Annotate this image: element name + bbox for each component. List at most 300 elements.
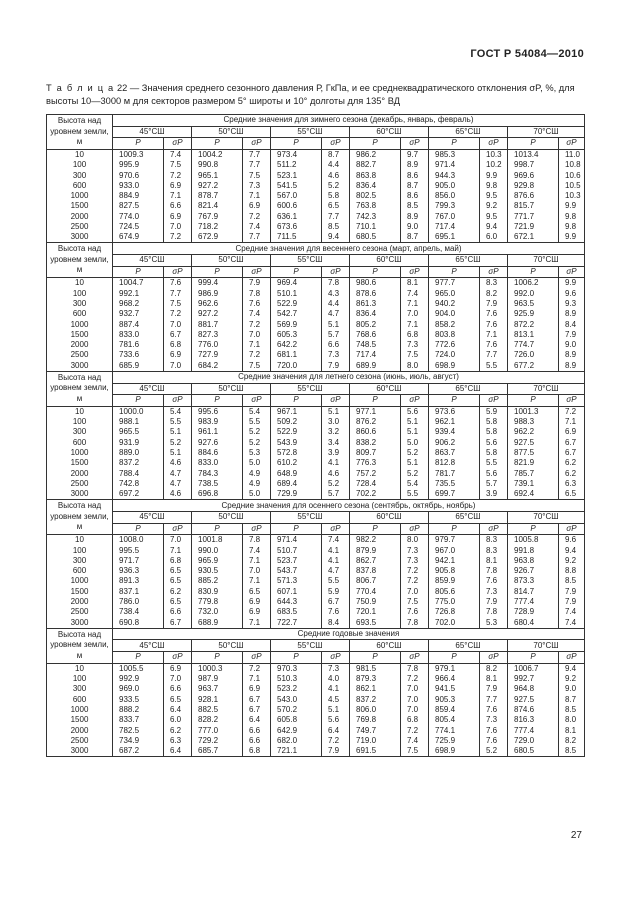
sigma-cell: 6.2	[559, 458, 585, 468]
pressure-cell: 786.0	[113, 597, 164, 607]
sigma-cell: 6.6	[164, 607, 192, 617]
altitude-cell: 100	[47, 417, 113, 427]
altitude-cell: 100	[47, 674, 113, 684]
pressure-cell: 509.2	[271, 417, 322, 427]
sigma-cell: 7.2	[401, 674, 429, 684]
pressure-cell: 779.8	[192, 597, 243, 607]
sigma-subheader: σP	[480, 138, 508, 150]
pressure-cell: 891.3	[113, 576, 164, 586]
pressure-cell: 672.1	[508, 232, 559, 243]
latitude-header: 65°СШ	[429, 511, 508, 523]
pressure-cell: 1008.0	[113, 535, 164, 546]
sigma-subheader: σP	[559, 266, 585, 278]
sigma-cell: 9.4	[322, 232, 350, 243]
subheader-row	[47, 138, 585, 150]
pressure-subheader: P	[429, 138, 480, 150]
altitude-cell: 300	[47, 299, 113, 309]
sigma-cell: 7.3	[243, 181, 271, 191]
sigma-cell: 5.8	[480, 448, 508, 458]
sigma-cell: 5.2	[401, 468, 429, 478]
sigma-cell: 7.2	[401, 566, 429, 576]
pressure-cell: 963.7	[192, 684, 243, 694]
sigma-cell: 7.6	[480, 736, 508, 746]
sigma-cell: 8.7	[559, 694, 585, 704]
sigma-cell: 3.4	[322, 438, 350, 448]
pressure-cell: 742.3	[350, 212, 401, 222]
sigma-cell: 8.9	[559, 309, 585, 319]
altitude-cell: 2500	[47, 736, 113, 746]
latitude-header: 65°СШ	[429, 640, 508, 652]
pressure-cell: 605.3	[271, 330, 322, 340]
altitude-cell: 300	[47, 170, 113, 180]
pressure-cell: 837.8	[350, 566, 401, 576]
pressure-cell: 965.1	[192, 170, 243, 180]
table-row	[47, 468, 585, 478]
pressure-cell: 1013.4	[508, 149, 559, 160]
sigma-cell: 7.8	[480, 566, 508, 576]
sigma-cell: 7.5	[164, 160, 192, 170]
sigma-cell: 9.4	[559, 545, 585, 555]
sigma-cell: 11.0	[559, 149, 585, 160]
pressure-cell: 927.5	[508, 438, 559, 448]
section-title: Средние годовые значения	[113, 628, 585, 640]
sigma-cell: 7.7	[164, 289, 192, 299]
sigma-cell: 4.4	[322, 160, 350, 170]
pressure-cell: 999.4	[192, 278, 243, 289]
sigma-subheader: σP	[480, 523, 508, 535]
sigma-cell: 7.5	[401, 597, 429, 607]
pressure-cell: 695.1	[429, 232, 480, 243]
sigma-cell: 8.0	[401, 361, 429, 372]
pressure-subheader: P	[192, 395, 243, 407]
pressure-cell: 862.1	[350, 684, 401, 694]
pressure-cell: 944.3	[429, 170, 480, 180]
pressure-cell: 964.8	[508, 684, 559, 694]
table-row	[47, 618, 585, 629]
pressure-cell: 833.7	[113, 715, 164, 725]
pressure-cell: 688.9	[192, 618, 243, 629]
pressure-cell: 931.9	[113, 438, 164, 448]
sigma-cell: 6.9	[164, 663, 192, 674]
pressure-cell: 718.2	[192, 222, 243, 232]
pressure-cell: 735.5	[429, 479, 480, 489]
sigma-cell: 9.6	[559, 289, 585, 299]
pressure-cell: 680.4	[508, 618, 559, 629]
sigma-cell: 5.1	[164, 448, 192, 458]
pressure-cell: 806.0	[350, 705, 401, 715]
pressure-cell: 717.4	[350, 350, 401, 360]
pressure-cell: 995.6	[192, 406, 243, 417]
pressure-cell: 876.6	[508, 191, 559, 201]
sigma-cell: 7.3	[480, 715, 508, 725]
pressure-cell: 981.5	[350, 663, 401, 674]
altitude-cell: 1000	[47, 576, 113, 586]
sigma-cell: 7.5	[401, 746, 429, 757]
sigma-cell: 6.9	[243, 684, 271, 694]
pressure-subheader: P	[271, 266, 322, 278]
sigma-cell: 3.9	[322, 448, 350, 458]
subheader-row	[47, 266, 585, 278]
table-row	[47, 576, 585, 586]
sigma-subheader: σP	[322, 523, 350, 535]
pressure-cell: 979.1	[429, 663, 480, 674]
pressure-cell: 983.9	[192, 417, 243, 427]
sigma-cell: 9.8	[480, 181, 508, 191]
sigma-cell: 8.7	[322, 149, 350, 160]
sigma-cell: 7.3	[480, 587, 508, 597]
sigma-subheader: σP	[401, 395, 429, 407]
sigma-cell: 8.1	[559, 725, 585, 735]
pressure-cell: 522.9	[271, 299, 322, 309]
altitude-cell: 2500	[47, 479, 113, 489]
pressure-cell: 722.7	[271, 618, 322, 629]
pressure-cell: 881.7	[192, 319, 243, 329]
sigma-cell: 6.6	[243, 725, 271, 735]
latitude-header: 55°СШ	[271, 255, 350, 267]
sigma-cell: 9.4	[559, 663, 585, 674]
section-title: Средние значения для осеннего сезона (сентябрь, октябрь, ноябрь)	[113, 500, 585, 512]
sigma-cell: 6.9	[164, 181, 192, 191]
pressure-cell: 702.0	[429, 618, 480, 629]
sigma-cell: 7.0	[401, 705, 429, 715]
pressure-cell: 734.9	[113, 736, 164, 746]
table-row	[47, 149, 585, 160]
altitude-cell: 2000	[47, 340, 113, 350]
pressure-cell: 927.6	[192, 438, 243, 448]
pressure-cell: 821.9	[508, 458, 559, 468]
pressure-subheader: P	[192, 523, 243, 535]
table-row	[47, 350, 585, 360]
sigma-cell: 5.5	[480, 458, 508, 468]
pressure-cell: 991.8	[508, 545, 559, 555]
pressure-cell: 729.9	[271, 489, 322, 500]
sigma-cell: 6.6	[322, 340, 350, 350]
pressure-cell: 971.4	[429, 160, 480, 170]
altitude-cell: 2000	[47, 725, 113, 735]
sigma-subheader: σP	[480, 395, 508, 407]
pressure-cell: 1005.8	[508, 535, 559, 546]
pressure-cell: 837.2	[113, 458, 164, 468]
altitude-header: Высота над уровнем земли, м	[47, 371, 113, 406]
pressure-cell: 1005.5	[113, 663, 164, 674]
pressure-cell: 691.5	[350, 746, 401, 757]
sigma-cell: 9.0	[559, 340, 585, 350]
pressure-cell: 815.7	[508, 201, 559, 211]
table-row	[47, 545, 585, 555]
sigma-cell: 7.6	[401, 607, 429, 617]
pressure-cell: 990.0	[192, 545, 243, 555]
table-caption	[46, 82, 591, 108]
sigma-cell: 9.7	[401, 149, 429, 160]
sigma-cell: 8.3	[480, 545, 508, 555]
sigma-cell: 6.7	[559, 448, 585, 458]
pressure-cell: 567.0	[271, 191, 322, 201]
pressure-cell: 926.7	[508, 566, 559, 576]
table-row	[47, 330, 585, 340]
altitude-cell: 1000	[47, 319, 113, 329]
altitude-cell: 3000	[47, 361, 113, 372]
sigma-cell: 9.0	[559, 684, 585, 694]
altitude-cell: 100	[47, 289, 113, 299]
sigma-cell: 10.3	[480, 149, 508, 160]
pressure-cell: 812.8	[429, 458, 480, 468]
sigma-cell: 8.8	[559, 566, 585, 576]
sigma-cell: 8.7	[401, 181, 429, 191]
pressure-subheader: P	[429, 523, 480, 535]
sigma-cell: 6.9	[243, 597, 271, 607]
pressure-cell: 872.2	[508, 319, 559, 329]
sigma-subheader: σP	[243, 266, 271, 278]
sigma-cell: 6.0	[480, 232, 508, 243]
pressure-cell: 877.5	[508, 448, 559, 458]
sigma-cell: 6.5	[322, 201, 350, 211]
pressure-cell: 569.9	[271, 319, 322, 329]
pressure-cell: 768.6	[350, 330, 401, 340]
pressure-cell: 696.8	[192, 489, 243, 500]
sigma-cell: 6.7	[164, 618, 192, 629]
sigma-cell: 6.5	[559, 489, 585, 500]
altitude-cell: 300	[47, 684, 113, 694]
sigma-cell: 8.1	[401, 278, 429, 289]
sigma-cell: 6.6	[164, 201, 192, 211]
sigma-subheader: σP	[164, 266, 192, 278]
sigma-cell: 5.2	[164, 438, 192, 448]
sigma-cell: 7.6	[164, 278, 192, 289]
sigma-cell: 5.0	[243, 489, 271, 500]
sigma-cell: 6.5	[243, 587, 271, 597]
sigma-cell: 6.9	[559, 427, 585, 437]
sigma-cell: 6.9	[243, 607, 271, 617]
pressure-cell: 967.1	[271, 406, 322, 417]
sigma-cell: 7.7	[243, 149, 271, 160]
sigma-cell: 9.9	[480, 170, 508, 180]
sigma-cell: 4.0	[322, 674, 350, 684]
sigma-cell: 7.4	[559, 618, 585, 629]
altitude-cell: 600	[47, 566, 113, 576]
sigma-cell: 5.8	[480, 417, 508, 427]
pressure-cell: 995.9	[113, 160, 164, 170]
table-row	[47, 319, 585, 329]
pressure-cell: 860.6	[350, 427, 401, 437]
pressure-cell: 933.0	[113, 181, 164, 191]
pressure-cell: 803.8	[429, 330, 480, 340]
sigma-cell: 6.7	[559, 438, 585, 448]
pressure-cell: 543.7	[271, 566, 322, 576]
table-row	[47, 587, 585, 597]
sigma-cell: 5.5	[322, 576, 350, 586]
section-title: Средние значения для зимнего сезона (декабрь, январь, февраль)	[113, 115, 585, 127]
pressure-cell: 862.7	[350, 556, 401, 566]
pressure-cell: 971.7	[113, 556, 164, 566]
altitude-cell: 3000	[47, 746, 113, 757]
pressure-cell: 828.2	[192, 715, 243, 725]
pressure-cell: 968.2	[113, 299, 164, 309]
pressure-cell: 1006.7	[508, 663, 559, 674]
sigma-cell: 6.0	[164, 715, 192, 725]
pressure-cell: 680.5	[350, 232, 401, 243]
pressure-cell: 813.1	[508, 330, 559, 340]
pressure-subheader: P	[113, 523, 164, 535]
sigma-cell: 5.3	[480, 618, 508, 629]
sigma-cell: 5.7	[322, 330, 350, 340]
sigma-cell: 6.7	[164, 330, 192, 340]
sigma-cell: 7.5	[401, 350, 429, 360]
pressure-cell: 979.7	[429, 535, 480, 546]
pressure-subheader: P	[350, 266, 401, 278]
pressure-cell: 769.8	[350, 715, 401, 725]
pressure-cell: 749.7	[350, 725, 401, 735]
latitude-header: 60°СШ	[350, 511, 429, 523]
sigma-cell: 8.1	[480, 556, 508, 566]
latitude-row	[47, 383, 585, 395]
sigma-cell: 5.0	[243, 458, 271, 468]
pressure-cell: 827.5	[113, 201, 164, 211]
pressure-cell: 648.9	[271, 468, 322, 478]
sigma-subheader: σP	[480, 652, 508, 664]
table-row	[47, 725, 585, 735]
sigma-cell: 5.1	[322, 705, 350, 715]
altitude-cell: 600	[47, 438, 113, 448]
sigma-cell: 8.6	[401, 191, 429, 201]
sigma-cell: 5.2	[243, 427, 271, 437]
pressure-cell: 571.3	[271, 576, 322, 586]
sigma-cell: 7.9	[480, 299, 508, 309]
pressure-cell: 728.9	[508, 607, 559, 617]
table-row	[47, 289, 585, 299]
altitude-cell: 10	[47, 663, 113, 674]
pressure-cell: 774.0	[113, 212, 164, 222]
sigma-cell: 8.5	[322, 222, 350, 232]
sigma-cell: 7.7	[243, 160, 271, 170]
sigma-cell: 9.6	[559, 535, 585, 546]
sigma-cell: 8.5	[559, 576, 585, 586]
sigma-cell: 7.8	[322, 278, 350, 289]
sigma-subheader: σP	[559, 523, 585, 535]
pressure-cell: 833.0	[113, 330, 164, 340]
pressure-cell: 719.0	[350, 736, 401, 746]
pressure-cell: 642.9	[271, 725, 322, 735]
pressure-cell: 776.3	[350, 458, 401, 468]
altitude-cell: 600	[47, 694, 113, 704]
altitude-cell: 1500	[47, 330, 113, 340]
sigma-cell: 6.5	[164, 576, 192, 586]
sigma-cell: 8.3	[480, 278, 508, 289]
table-row	[47, 674, 585, 684]
sigma-cell: 7.9	[559, 587, 585, 597]
section-title: Средние значения для весеннего сезона (март, апрель, май)	[113, 243, 585, 255]
sigma-cell: 8.4	[322, 618, 350, 629]
latitude-row	[47, 126, 585, 138]
pressure-subheader: P	[113, 266, 164, 278]
altitude-cell: 600	[47, 181, 113, 191]
table-row	[47, 417, 585, 427]
pressure-cell: 542.7	[271, 309, 322, 319]
pressure-cell: 687.2	[113, 746, 164, 757]
sigma-cell: 7.4	[243, 309, 271, 319]
sigma-subheader: σP	[401, 523, 429, 535]
sigma-cell: 6.7	[243, 694, 271, 704]
altitude-cell: 2000	[47, 468, 113, 478]
latitude-header: 55°СШ	[271, 383, 350, 395]
pressure-cell: 863.7	[429, 448, 480, 458]
sigma-cell: 8.5	[401, 201, 429, 211]
sigma-subheader: σP	[164, 523, 192, 535]
latitude-header: 45°СШ	[113, 511, 192, 523]
pressure-cell: 970.3	[271, 663, 322, 674]
sigma-cell: 7.0	[243, 566, 271, 576]
latitude-header: 65°СШ	[429, 126, 508, 138]
pressure-cell: 905.0	[429, 181, 480, 191]
altitude-cell: 2500	[47, 350, 113, 360]
table-row	[47, 170, 585, 180]
sigma-cell: 7.9	[480, 597, 508, 607]
sigma-cell: 9.3	[559, 299, 585, 309]
pressure-cell: 878.7	[192, 191, 243, 201]
table-row	[47, 663, 585, 674]
pressure-cell: 977.7	[429, 278, 480, 289]
sigma-cell: 7.1	[243, 556, 271, 566]
section-title: Средние значения для летнего сезона (июнь, июль, август)	[113, 371, 585, 383]
pressure-subheader: P	[350, 652, 401, 664]
pressure-cell: 784.3	[192, 468, 243, 478]
pressure-cell: 805.4	[429, 715, 480, 725]
sigma-cell: 5.1	[322, 319, 350, 329]
sigma-cell: 4.3	[322, 289, 350, 299]
pressure-cell: 522.9	[271, 427, 322, 437]
pressure-cell: 884.6	[192, 448, 243, 458]
latitude-header: 65°СШ	[429, 383, 508, 395]
pressure-cell: 781.7	[429, 468, 480, 478]
latitude-header: 60°СШ	[350, 255, 429, 267]
sigma-cell: 7.0	[243, 330, 271, 340]
pressure-cell: 928.1	[192, 694, 243, 704]
pressure-cell: 742.8	[113, 479, 164, 489]
table-row	[47, 438, 585, 448]
sigma-cell: 7.6	[480, 725, 508, 735]
sigma-cell: 7.1	[243, 191, 271, 201]
sigma-cell: 6.4	[164, 705, 192, 715]
sigma-cell: 7.2	[164, 232, 192, 243]
altitude-cell: 1500	[47, 587, 113, 597]
table-row	[47, 479, 585, 489]
pressure-cell: 874.6	[508, 705, 559, 715]
sigma-subheader: σP	[401, 652, 429, 664]
sigma-cell: 7.1	[243, 576, 271, 586]
sigma-cell: 10.3	[559, 191, 585, 201]
pressure-cell: 710.1	[350, 222, 401, 232]
table-row	[47, 201, 585, 211]
latitude-header: 45°СШ	[113, 383, 192, 395]
sigma-cell: 7.2	[401, 725, 429, 735]
pressure-cell: 816.3	[508, 715, 559, 725]
latitude-header: 55°СШ	[271, 126, 350, 138]
sigma-cell: 7.9	[243, 278, 271, 289]
pressure-cell: 1004.2	[192, 149, 243, 160]
pressure-cell: 636.1	[271, 212, 322, 222]
sigma-cell: 7.0	[164, 535, 192, 546]
pressure-cell: 904.0	[429, 309, 480, 319]
pressure-cell: 748.5	[350, 340, 401, 350]
sigma-cell: 7.0	[401, 309, 429, 319]
sigma-cell: 4.6	[164, 458, 192, 468]
sigma-cell: 7.1	[164, 545, 192, 555]
sigma-cell: 6.8	[401, 330, 429, 340]
table-row	[47, 181, 585, 191]
sigma-cell: 5.8	[322, 191, 350, 201]
pressure-subheader: P	[429, 266, 480, 278]
altitude-cell: 3000	[47, 489, 113, 500]
altitude-header: Высота над уровнем земли, м	[47, 115, 113, 150]
